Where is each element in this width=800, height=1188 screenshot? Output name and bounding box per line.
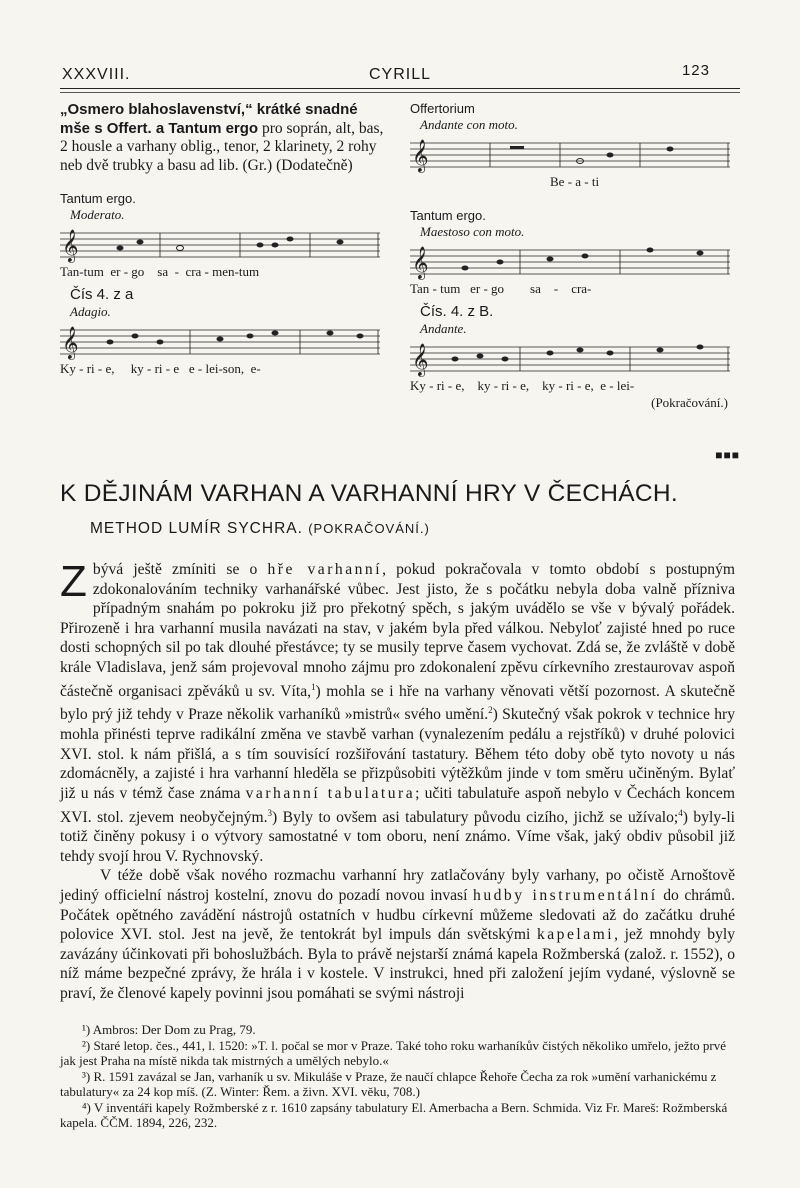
svg-text:𝄞: 𝄞 — [62, 326, 79, 359]
footnote: ³) R. 1591 zavázal se Jan, varhaník u sv. Mikuláše v Praze, že naučí chlapce Řehoře Čecha za rok »umění varhanickému z tabulatury« za 24 kop míš. (Z. Winter: Řem. a živn. XVI. věku, 708.) — [60, 1068, 717, 1099]
example-tantum-left — [60, 191, 390, 280]
footnote-ref: 4 — [678, 807, 683, 818]
text-run: ) Byly to ovšem asi tabulatury původu cizího, jichž se užívalo; — [271, 808, 679, 826]
music-staff — [410, 242, 730, 280]
continuation-note: (Pokračování.) — [651, 395, 728, 410]
header-rule — [60, 90, 740, 93]
example-number: Čís. 4. z B. — [420, 303, 494, 320]
continuation-label: (POKRAČOVÁNÍ.) — [308, 521, 430, 536]
example-tempo: Moderato. — [70, 207, 125, 222]
svg-text:𝄞: 𝄞 — [412, 343, 429, 376]
emphasis: varhanní tabulatura — [245, 784, 416, 802]
example-lyric: Be - a - ti — [550, 174, 600, 189]
example-label: Tantum ergo. — [410, 208, 486, 223]
paragraph — [60, 557, 736, 866]
emphasis: hudby instrumentální — [473, 887, 658, 905]
footnote: ²) Staré letop. čes., 441, l. 1520: »T. l. počal se mor v Praze. Také toho roku warhaníkův čistých několiko umřelo, ježto prvé jak jest Praha na místě nikda tak mistrných a umělých nebylo.« — [60, 1037, 727, 1068]
text-run: do chrámů. Počátek opětného zavádění nástrojů ostatních v hudbu církevní můžeme sledovati až do začátku druhé polovice XVI. stol. Jest na jevě, že tentokrát byl impuls dán světskými — [60, 887, 735, 944]
text-run: ) byly-li totiž činěny pokusy i o výtvory samostatné v tom oboru, není známo. Víme však, jaký obdiv působil již tehdy svojí hrou V. Rychnovský. — [60, 808, 735, 865]
page-number: 123 — [681, 62, 710, 79]
volume-number: XXXVIII. — [62, 66, 131, 83]
advert-title: „Osmero blahoslavenství,“ krátké snadné mše s Offert. a Tantum ergo — [60, 101, 358, 137]
footnote: ⁴) V inventáři kapely Rožmberské z r. 1610 zapsány tabulatury El. Amerbacha a Bern. Schmida. Viz Fr. Mareš: Rožmberská kapela. ČČM. 1894, 226, 232. — [60, 1099, 728, 1130]
emphasis: hře varhanní — [267, 561, 383, 578]
advert-text: pro soprán, alt, bas, 2 housle a varhany oblig., tenor, 2 klarinety, 2 rohy neb dvě trubky a basu ad lib. (Gr.) (Dodatečně) — [60, 119, 384, 174]
svg-text:𝄞: 𝄞 — [62, 229, 79, 262]
emphasis: kapelami — [536, 926, 615, 944]
footnote: ¹) Ambros: Der Dom zu Prag, 79. — [82, 1022, 256, 1037]
paragraph — [60, 866, 735, 1003]
example-lyric: Ky - ri - e, ky - ri - e e - lei-son, e- — [60, 361, 261, 376]
article-title: K DĚJINÁM VARHAN A VARHANNÍ HRY V ČECHÁCH. — [60, 480, 678, 507]
section-end-mark: ■■■ — [715, 448, 740, 462]
running-header — [60, 60, 740, 89]
text-run: ) Skutečný však pokrok v technice hry mohla přinésti teprve radikální změna ve stavbě varhan (vynalezením pedálu a rejstříků) v druhé polovici XVI. stol. k nám přišlá, a s tím souvisící rozšiřování tastatury. Během této doby obě tyto novoty u nás zdomácněly, a zajisté i hra varhanní hleděla se přizpůsobiti výtěžkům jinde v tom směru učiněným. Bylať již u nás v témž čase známa — [60, 706, 735, 802]
text-run: , pokud pokračovala v tomto období s postupným zdokonalováním techniky varhanářské vůbec. Jest jisto, že s počátku nebyla doba valně přízniva případným snahám po pokroku již pro překotný spěch, s jakým uvádělo se vše v bývalý pořádek. Přirozeně i hra varhanní musila navázati na stav, v jakém byla před válkou. Nebyloť zajisté hned po ruce dosti schopných sil po tak dlouhé přestávce; ty se musily teprve časem vychovat. Zdá se, že zvláště v době krále Vladislava, jenž sám projevoval mnoho zájmu pro zdokonalení zpěvu církevního zrestaurovav aspoň částečně organisaci zpěváků u sv. Víta, — [60, 561, 736, 700]
advert-block — [60, 101, 390, 175]
text-run: , jež mnohdy byly zavázány účinkovati při bohoslužbách. Byla to právě nejstarší známá kapela Rožmberská (založ. r. 1552), o níž máme bezpečné zprávy, že hrála i v kostele. V instrukci, hned při založení jejím vydané, výslovně se praví, že členové kapely povinni jsou pomáhati se svými nástroji — [60, 926, 735, 1003]
example-tempo: Maestoso con moto. — [420, 224, 525, 239]
example-label: Offertorium — [410, 101, 475, 116]
drop-cap: Z — [60, 557, 87, 606]
music-advert-section — [60, 101, 740, 471]
example-lyric: Ky - ri - e, ky - ri - e, ky - ri - e, e - lei- — [410, 378, 635, 393]
svg-text:𝄞: 𝄞 — [412, 246, 429, 279]
svg-text:𝄞: 𝄞 — [412, 139, 429, 172]
text-run: ; učiti tabulatuře aspoň nebylo v Čechách koncem XVI. stol. zjevem neobyčejným. — [60, 784, 735, 826]
example-lyric: Tan-tum er - go sa - cra - men-tum — [60, 264, 260, 279]
example-tempo: Andante. — [420, 321, 467, 336]
article-byline — [90, 520, 430, 538]
example-tantum-right — [410, 208, 740, 297]
example-kyrie-right — [410, 303, 740, 411]
example-tempo: Andante con moto. — [420, 117, 518, 132]
footnote-ref: 2 — [488, 705, 493, 716]
author-name: METHOD LUMÍR SYCHRA. — [90, 520, 303, 537]
text-run: ) mohla se i hře na varhany věnovati větší pozornost. A skutečně bylo prý již tehdy v Praze několik varhaníků »mistrů« svého umění. — [60, 682, 735, 724]
music-staff — [60, 225, 380, 263]
text-run: V téže době však nového rozmachu varhanní hry zatlačovány byly varhany, po očistě Arnoštově jediný officielní nástroj kostelní, znovu do pozadí novou invasí — [60, 867, 735, 905]
example-offertorium — [410, 101, 740, 190]
footnote-ref: 1 — [311, 681, 316, 692]
example-tempo: Adagio. — [70, 304, 111, 319]
footnote-ref: 3 — [267, 807, 272, 818]
music-staff — [60, 322, 380, 360]
example-label: Tantum ergo. — [60, 191, 136, 206]
footnotes — [60, 1022, 735, 1131]
example-number: Čís 4. z a — [70, 286, 134, 303]
text-run: bývá ještě zmíniti se o — [92, 561, 268, 578]
article-body — [60, 557, 736, 1004]
journal-name: CYRILL — [368, 66, 432, 83]
example-lyric: Tan - tum er - go sa - cra- — [410, 281, 592, 296]
example-kyrie-left — [60, 286, 390, 377]
music-staff — [410, 135, 730, 173]
music-staff — [410, 339, 730, 377]
